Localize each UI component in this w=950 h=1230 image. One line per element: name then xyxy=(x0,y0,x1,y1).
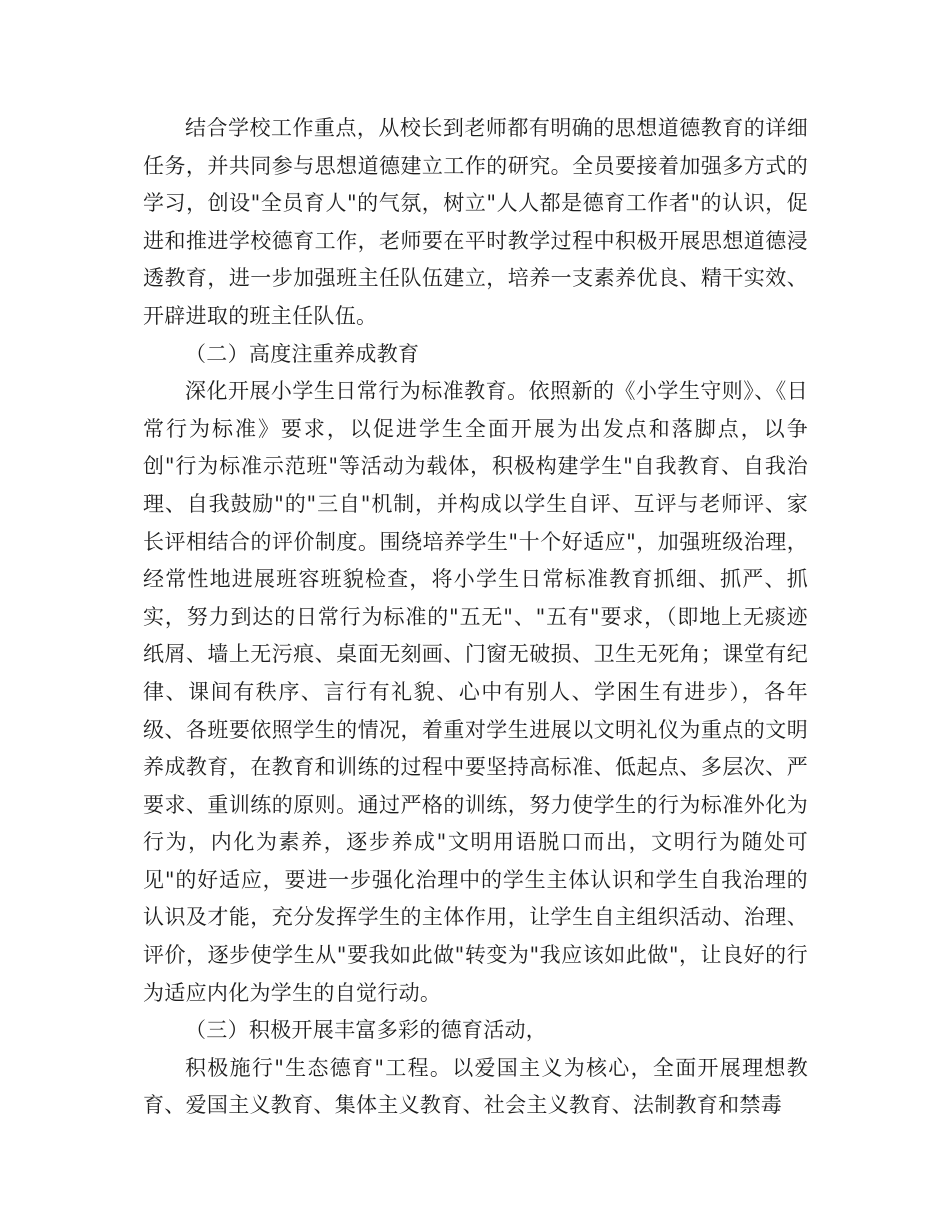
paragraph-1: 结合学校工作重点，从校长到老师都有明确的思想道德教育的详细任务，并共同参与思想道德建立工作的研究。全员要接着加强多方式的学习，创设"全员育人"的气氛，树立"人人都是德育工作者"的认识，促进和推进学校德育工作，老师要在平时教学过程中积极开展思想道德浸透教育，进一步加强班主任队伍建立，培养一支素养优良、精干实效、开辟进取的班主任队伍。 xyxy=(143,116,808,328)
section-heading-2: （二）高度注重养成教育 xyxy=(185,341,420,366)
section-heading-3: （三）积极开展丰富多彩的德育活动， xyxy=(185,1018,548,1043)
paragraph-2: 深化开展小学生日常行为标准教育。依照新的《小学生守则》、《日常行为标准》要求，以促进学生全面开展为出发点和落脚点，以争创"行为标准示范班"等活动为载体，积极构建学生"自我教育、自我治理、自我鼓励"的"三自"机制，并构成以学生自评、互评与老师评、家长评相结合的评价制度。围绕培养学生"十个好适应"，加强班级治理，经常性地进展班容班貌检查，将小学生日常标准教育抓细、抓严、抓实，努力到达的日常行为标准的"五无"、"五有"要求，（即地上无痰迹纸屑、墙上无污痕、桌面无刻画、门窗无破损、卫生无死角；课堂有纪律、课间有秩序、言行有礼貌、心中有别人、学困生有进步），各年级、各班要依照学生的情况，着重对学生进展以文明礼仪为重点的文明养成教育，在教育和训练的过程中要坚持高标准、低起点、多层次、严要求、重训练的原则。通过严格的训练，努力使学生的行为标准外化为行为，内化为素养，逐步养成"文明用语脱口而出，文明行为随处可见"的好适应，要进一步强化治理中的学生主体认识和学生自我治理的认识及才能，充分发挥学生的主体作用，让学生自主组织活动、治理、评价，逐步使学生从"要我如此做"转变为"我应该如此做"，让良好的行为适应内化为学生的自觉行动。 xyxy=(143,379,808,1005)
paragraph-3: 积极施行"生态德育"工程。以爱国主义为核心，全面开展理想教育、爱国主义教育、集体主义教育、社会主义教育、法制教育和禁毒 xyxy=(143,1055,808,1118)
document-body xyxy=(143,110,808,1125)
